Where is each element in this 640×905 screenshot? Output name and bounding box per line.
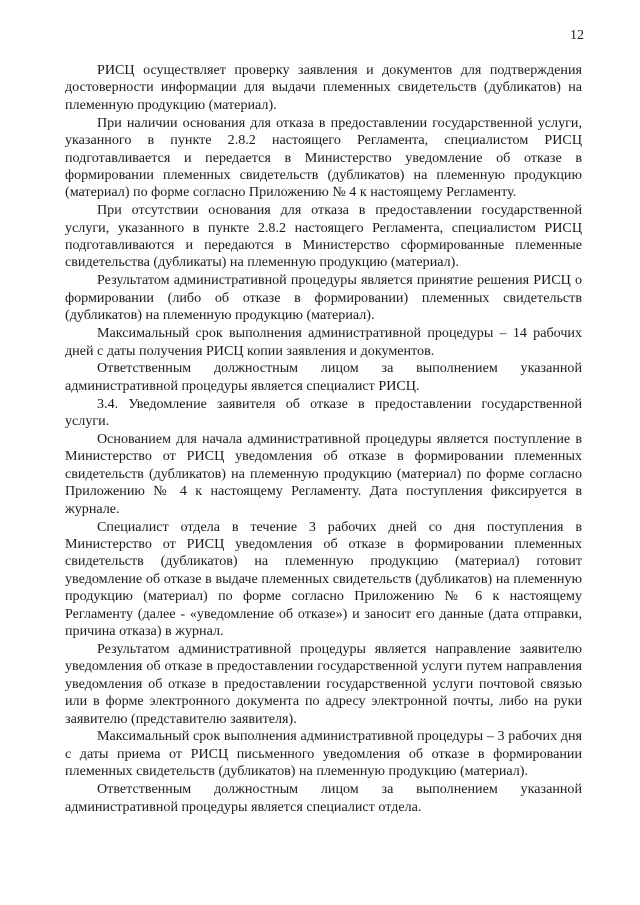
document-body xyxy=(65,62,582,816)
paragraph: Максимальный срок выполнения административной процедуры – 3 рабочих дня с даты приема от РИСЦ письменного уведомления об отказе в формировании племенных свидетельств (дубликатов) на племенную продукцию (материал). xyxy=(65,728,582,780)
paragraph: Результатом административной процедуры является направление заявителю уведомления об отказе в предоставлении государственной услуги путем направления уведомления об отказе в предоставлении государственной услуги почтовой связью или в форме электронного документа по адресу электронной почты, либо на руки заявителю (представителю заявителя). xyxy=(65,640,582,727)
paragraph: Максимальный срок выполнения административной процедуры – 14 рабочих дней с даты получения РИСЦ копии заявления и документов. xyxy=(65,325,582,359)
paragraph: При отсутствии основания для отказа в предоставлении государственной услуги, указанного в пункте 2.8.2 настоящего Регламента, специалистом РИСЦ подготавливаются и передаются в Министерство сформированные племенные свидетельства (дубликаты) на племенную продукцию (материал). xyxy=(65,202,582,271)
paragraph: Основанием для начала административной процедуры является поступление в Министерство от РИСЦ уведомления об отказе в формировании племенных свидетельств (дубликатов) на племенную продукцию (материал) по форме согласно Приложению № 4 к настоящему Регламенту. Дата поступления фиксируется в журнале. xyxy=(65,431,582,517)
paragraph: Специалист отдела в течение 3 рабочих дней со дня поступления в Министерство от РИСЦ уведомления об отказе в формировании племенных свидетельств (дубликатов) на племенную продукцию (материал) готовит уведомление об отказе в выдаче племенных свидетельств (дубликатов) на племенную продукцию (материал) по форме согласно Приложению № 6 к настоящему Регламенту (далее - «уведомление об отказе») и заносит его данные (дата отправки, причина отказа) в журнал. xyxy=(65,518,582,639)
paragraph: Ответственным должностным лицом за выполнением указанной административной процедуры является специалист РИСЦ. xyxy=(65,360,582,394)
page-number: 12 xyxy=(570,28,584,43)
paragraph: При наличии основания для отказа в предоставлении государственной услуги, указанного в пункте 2.8.2 настоящего Регламента, специалистом РИСЦ подготавливается и передается в Министерство уведомление об отказе в формировании племенных свидетельств (дубликатов) на племенную продукцию (материал) по форме согласно Приложению № 4 к настоящему Регламенту. xyxy=(65,114,582,201)
paragraph: Результатом административной процедуры является принятие решения РИСЦ о формировании (либо об отказе в формировании) племенных свидетельств (дубликатов) на племенную продукцию (материал). xyxy=(65,272,582,324)
section-heading-3-4: 3.4. Уведомление заявителя об отказе в предоставлении государственной услуги. xyxy=(65,395,582,430)
paragraph: Ответственным должностным лицом за выполнением указанной административной процедуры является специалист отдела. xyxy=(65,781,582,815)
paragraph: РИСЦ осуществляет проверку заявления и документов для подтверждения достоверности информации для выдачи племенных свидетельств (дубликатов) на племенную продукцию (материал). xyxy=(65,62,582,113)
